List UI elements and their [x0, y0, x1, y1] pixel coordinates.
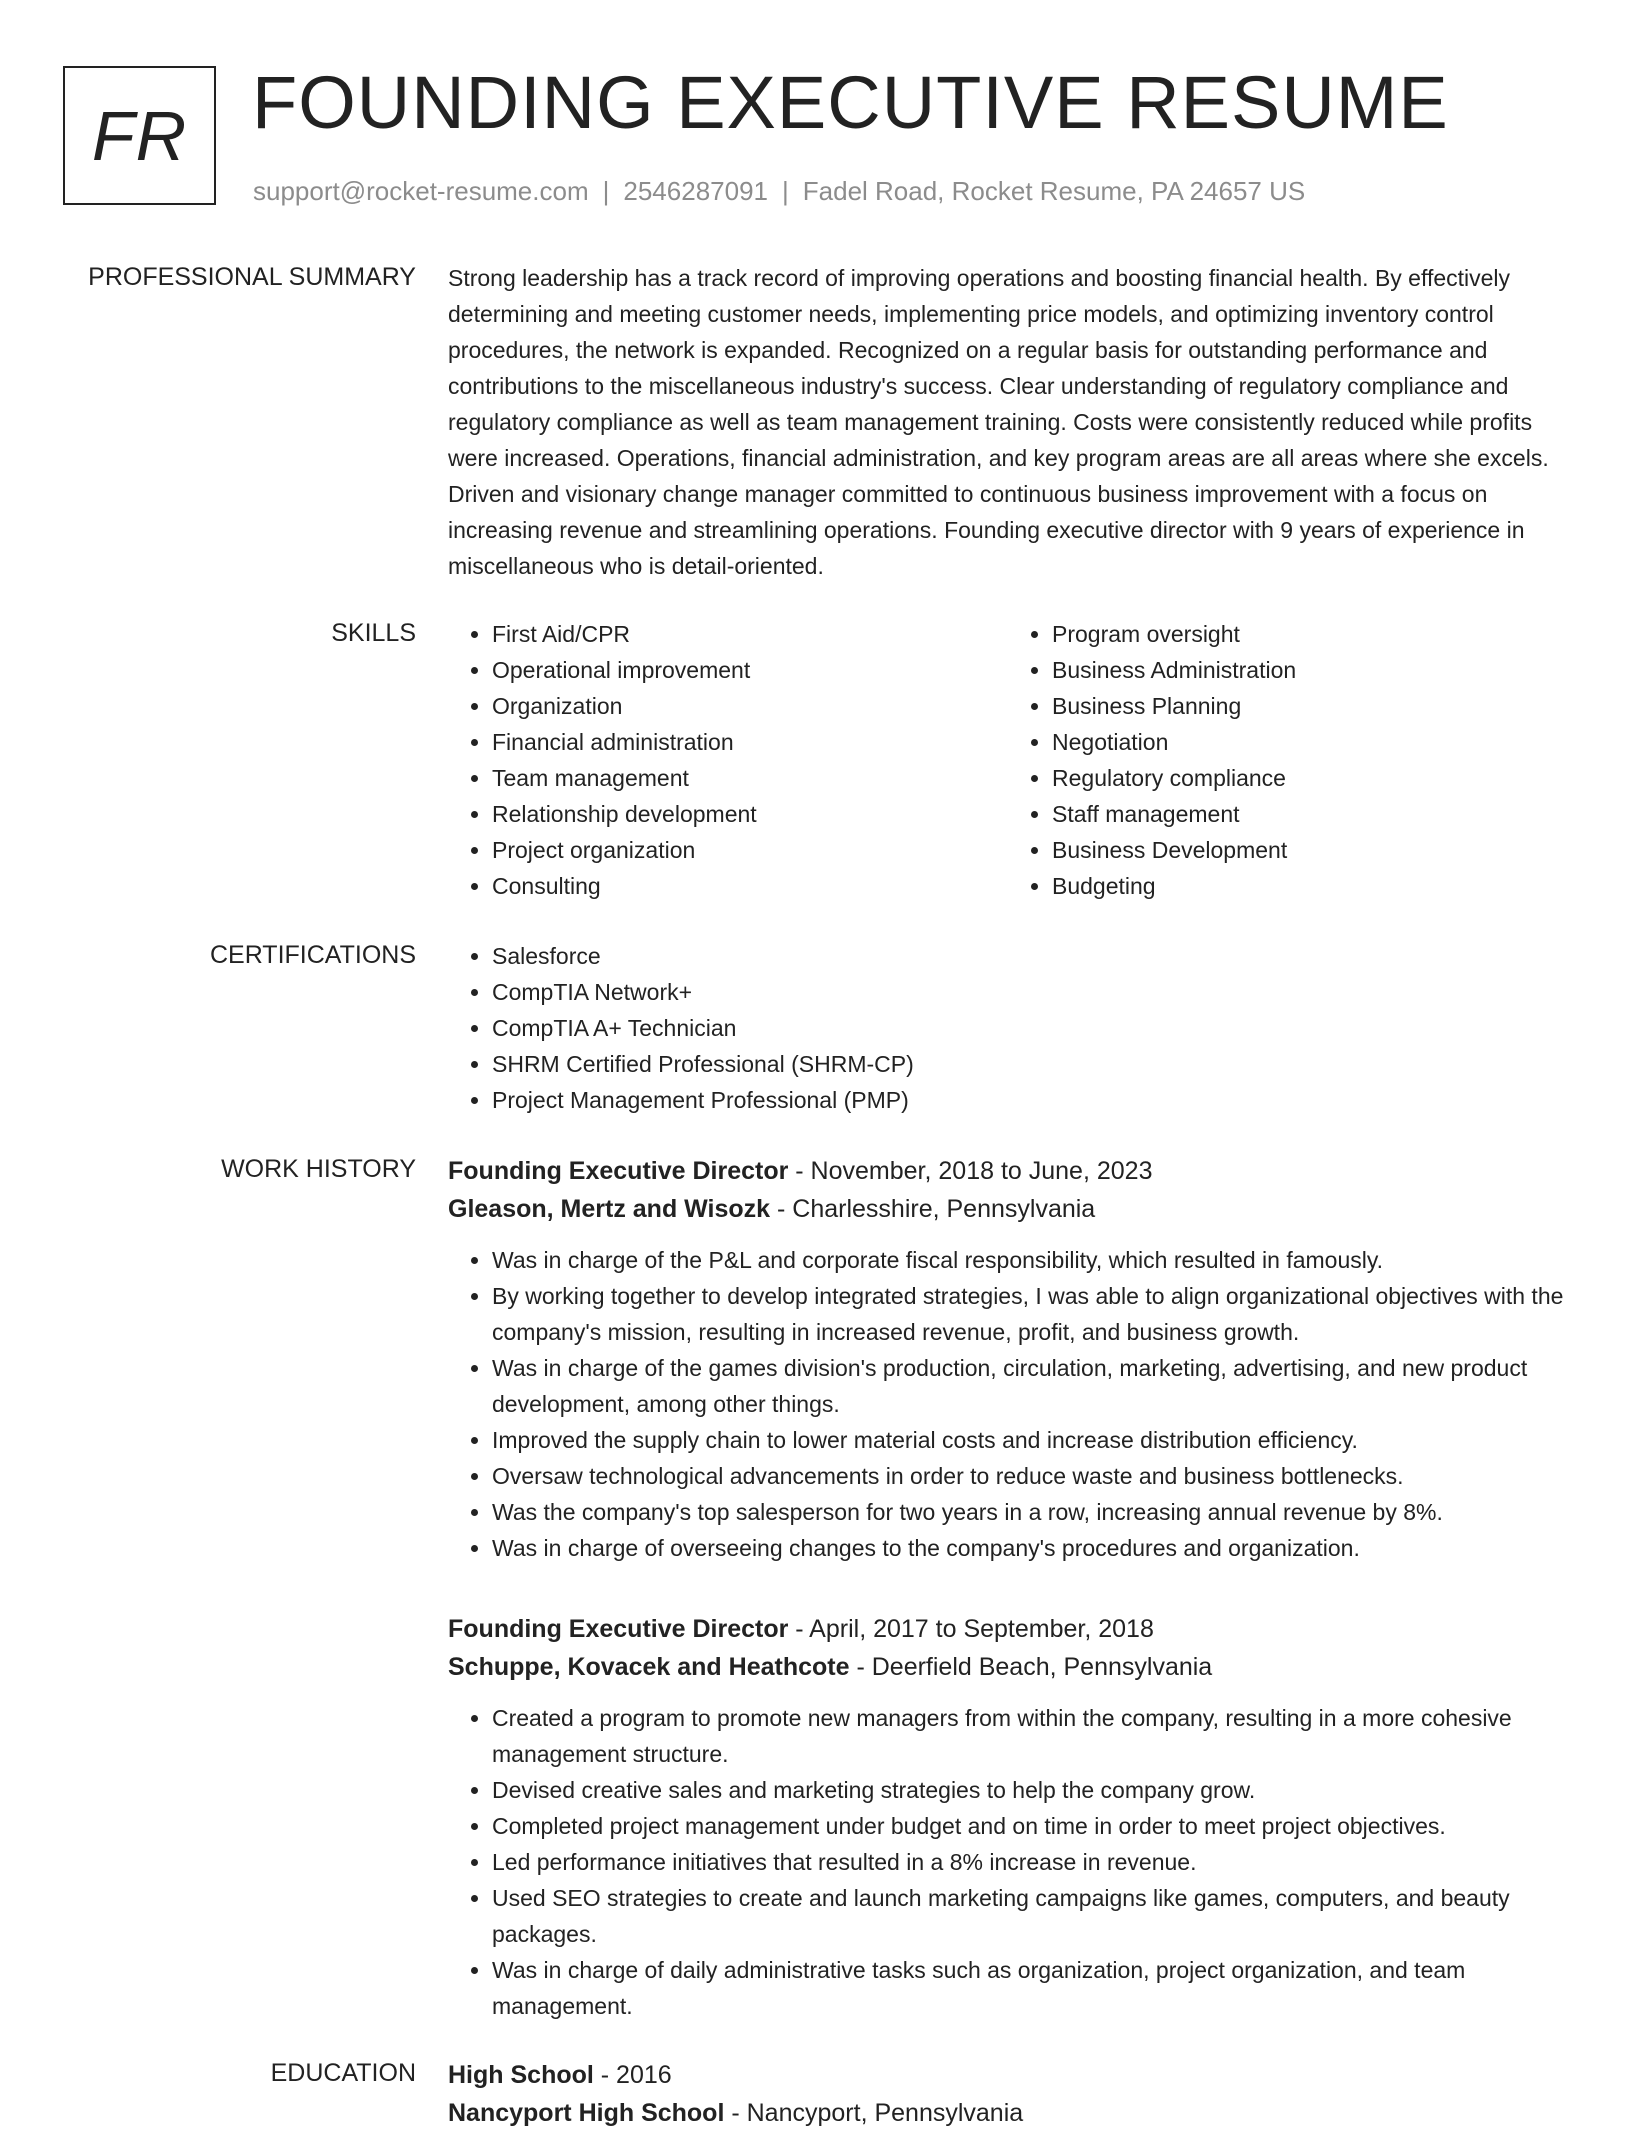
job-bullet: • Led performance initiatives that resulted in a 8% increase in revenue.: [492, 1844, 1568, 1880]
job-bullet: • Was in charge of the games division's production, circulation, marketing, advertising, and new product development, among other things.: [492, 1350, 1568, 1422]
education-school-line: [448, 2094, 1568, 2132]
skill-item: • Business Development: [1052, 832, 1568, 868]
skills-body: [448, 616, 1568, 904]
skill-item: • Organization: [492, 688, 1008, 724]
job-bullet: • Was in charge of overseeing changes to the company's procedures and organization.: [492, 1530, 1568, 1566]
job-bullet: • Devised creative sales and marketing strategies to help the company grow.: [492, 1772, 1568, 1808]
summary-text: Strong leadership has a track record of improving operations and boosting financial health. By effectively determining and meeting customer needs, implementing price models, and optimizing inventory control procedures, the network is expanded. Recognized on a regular basis for outstanding performance and contributions to the miscellaneous industry's success. Clear understanding of regulatory compliance and regulatory compliance as well as team management training. Costs were consistently reduced while profits were increased. Operations, financial administration, and key program areas are all areas where she excels. Driven and visionary change manager committed to continuous business improvement with a focus on increasing revenue and streamlining operations. Founding executive director with 9 years of experience in miscellaneous who is detail-oriented.: [448, 265, 1549, 579]
certifications-body: [448, 938, 1568, 1118]
skill-item: • Relationship development: [492, 796, 1008, 832]
contact-email: support@rocket-resume.com: [253, 176, 589, 206]
job-location: - Charlesshire, Pennsylvania: [770, 1195, 1096, 1223]
contact-separator: |: [602, 176, 610, 206]
job-bullet: • Created a program to promote new managers from within the company, resulting in a more cohesive management structure.: [492, 1700, 1568, 1772]
job-bullet: • By working together to develop integrated strategies, I was able to align organizational objectives with the company's mission, resulting in increased revenue, profit, and business growth.: [492, 1278, 1568, 1350]
contact-separator: |: [782, 176, 789, 206]
education-school: Nancyport High School: [448, 2099, 725, 2127]
certifications-list: [448, 938, 1568, 1118]
work-history-heading: WORK HISTORY: [221, 1155, 416, 1183]
work-history-body: [448, 1152, 1568, 2024]
skills-heading: SKILLS: [331, 619, 416, 647]
job-bullet: • Improved the supply chain to lower material costs and increase distribution efficiency.: [492, 1422, 1568, 1458]
education-body: [448, 2056, 1568, 2132]
skill-item: • Team management: [492, 760, 1008, 796]
job-company: Gleason, Mertz and Wisozk: [448, 1195, 771, 1223]
skill-item: • Regulatory compliance: [1052, 760, 1568, 796]
certification-item: • Salesforce: [492, 938, 1568, 974]
job-bullet: • Was the company's top salesperson for two years in a row, increasing annual revenue by 8%.: [492, 1494, 1568, 1530]
job-company-line: [448, 1648, 1568, 1686]
certification-item: • CompTIA A+ Technician: [492, 1010, 1568, 1046]
job-bullets: [448, 1242, 1568, 1566]
education-heading: EDUCATION: [270, 2059, 416, 2087]
job-bullets: [448, 1700, 1568, 2024]
skill-item: • Budgeting: [1052, 868, 1568, 904]
job-bullet: • Used SEO strategies to create and launch marketing campaigns like games, computers, and beauty packages.: [492, 1880, 1568, 1952]
job-entry: [448, 1152, 1568, 1566]
job-bullet: • Was in charge of the P&L and corporate fiscal responsibility, which resulted in famously.: [492, 1242, 1568, 1278]
job-company: Schuppe, Kovacek and Heathcote: [448, 1653, 850, 1681]
job-title-line: [448, 1152, 1568, 1190]
job-location: - Deerfield Beach, Pennsylvania: [849, 1653, 1213, 1681]
skill-item: • Program oversight: [1052, 616, 1568, 652]
certification-item: • CompTIA Network+: [492, 974, 1568, 1010]
education-location: - Nancyport, Pennsylvania: [724, 2099, 1024, 2127]
education-degree-line: [448, 2056, 1568, 2094]
skill-item: • Project organization: [492, 832, 1008, 868]
skill-item: • Negotiation: [1052, 724, 1568, 760]
job-entry: [448, 1610, 1568, 2024]
certifications-heading: CERTIFICATIONS: [209, 941, 416, 969]
resume-title: FOUNDING EXECUTIVE RESUME: [252, 61, 1449, 144]
skill-item: • Operational improvement: [492, 652, 1008, 688]
job-bullet: • Was in charge of daily administrative tasks such as organization, project organization, and team management.: [492, 1952, 1568, 2024]
job-title: Founding Executive Director: [448, 1615, 789, 1643]
certification-item: • Project Management Professional (PMP): [492, 1082, 1568, 1118]
skill-item: • Consulting: [492, 868, 1008, 904]
job-dates: - April, 2017 to September, 2018: [788, 1615, 1154, 1643]
job-bullet: • Completed project management under budget and on time in order to meet project objectives.: [492, 1808, 1568, 1844]
contact-address: Fadel Road, Rocket Resume, PA 24657 US: [802, 176, 1306, 206]
summary-body: [448, 260, 1568, 584]
summary-heading: PROFESSIONAL SUMMARY: [88, 263, 416, 291]
monogram-box: [63, 66, 216, 205]
skill-item: • Staff management: [1052, 796, 1568, 832]
skill-item: • Financial administration: [492, 724, 1008, 760]
education-year: - 2016: [593, 2061, 672, 2089]
skill-item: • Business Administration: [1052, 652, 1568, 688]
skill-item: • First Aid/CPR: [492, 616, 1008, 652]
job-title-line: [448, 1610, 1568, 1648]
skills-list-left: [448, 616, 1008, 904]
job-title: Founding Executive Director: [448, 1157, 789, 1185]
certification-item: • SHRM Certified Professional (SHRM-CP): [492, 1046, 1568, 1082]
job-company-line: [448, 1190, 1568, 1228]
job-dates: - November, 2018 to June, 2023: [788, 1157, 1153, 1185]
monogram-initials: FR: [91, 96, 188, 175]
job-bullet: • Oversaw technological advancements in order to reduce waste and business bottlenecks.: [492, 1458, 1568, 1494]
skills-list-right: [1008, 616, 1568, 904]
skill-item: • Business Planning: [1052, 688, 1568, 724]
education-degree: High School: [448, 2061, 594, 2089]
contact-phone: 2546287091: [623, 176, 768, 206]
contact-line: [253, 174, 1305, 208]
